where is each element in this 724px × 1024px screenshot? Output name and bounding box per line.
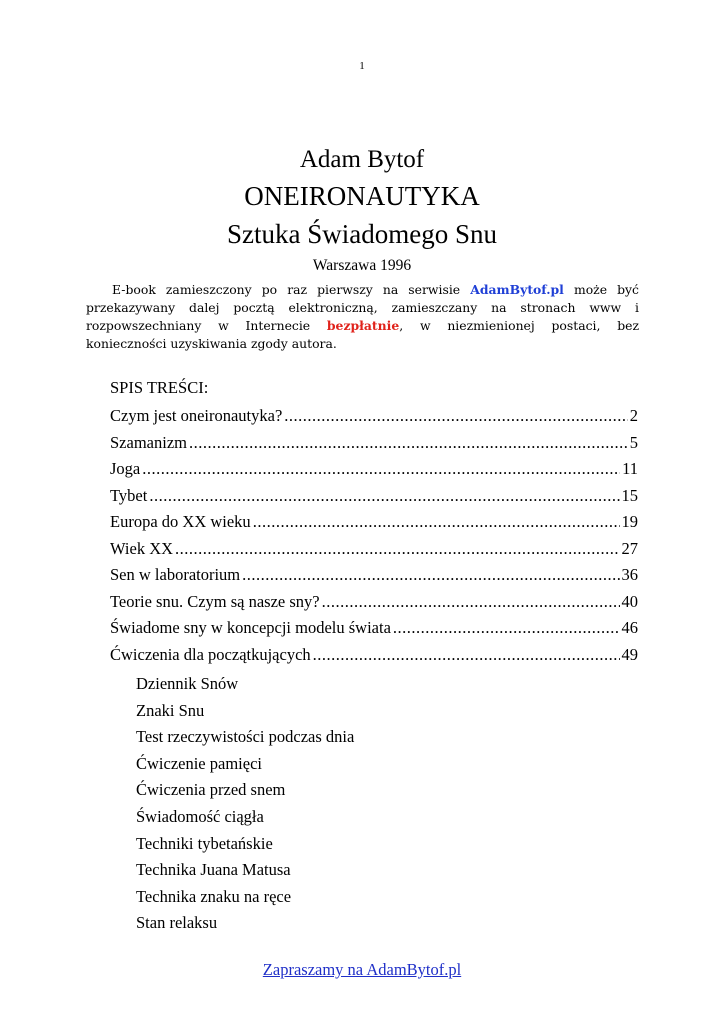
toc-leader-dots: [242, 565, 619, 585]
toc-entry[interactable]: [110, 459, 638, 486]
notice-line-2: przekazywany dalej pocztą elektroniczną, zamieszczany na stronach www i: [86, 300, 639, 315]
toc-heading: SPIS TREŚCI:: [110, 378, 209, 397]
toc-entry[interactable]: [110, 512, 638, 539]
toc-entry-page: 15: [621, 485, 638, 505]
toc-sub-entry[interactable]: Technika Juana Matusa: [136, 860, 291, 880]
toc-entry[interactable]: [110, 618, 638, 645]
toc-leader-dots: [142, 459, 620, 479]
page-number: 1: [359, 60, 365, 72]
notice-text: E-book zamieszczony po raz pierwszy na serwisie: [112, 282, 471, 297]
distribution-notice: [86, 281, 639, 353]
toc-entry-label: Czym jest oneironautyka?: [110, 406, 283, 425]
toc-sub-entry[interactable]: Techniki tybetańskie: [136, 833, 273, 853]
toc-entry-label: Sen w laboratorium: [110, 565, 241, 584]
toc-entry-page: 27: [621, 538, 638, 558]
notice-text: rozpowszechniany w Internecie: [86, 318, 327, 333]
toc-entry-page: 36: [621, 565, 638, 584]
toc-entry-page: 11: [622, 459, 638, 478]
toc-entry-label: Tybet: [110, 485, 148, 505]
toc-sub-entry[interactable]: Technika znaku na ręce: [136, 886, 292, 906]
toc-entry[interactable]: [110, 406, 638, 433]
toc-entry[interactable]: [110, 486, 638, 513]
toc-entry-label: Świadome sny w koncepcji modelu świata: [110, 618, 391, 637]
toc-sub-entry[interactable]: Ćwiczenie pamięci: [136, 753, 262, 773]
toc-entries: [110, 406, 638, 671]
toc-entry[interactable]: [110, 592, 638, 619]
toc-leader-dots: [393, 618, 620, 638]
book-subtitle: Sztuka Świadomego Snu: [227, 219, 497, 249]
toc-sub-entry[interactable]: Test rzeczywistości podczas dnia: [136, 727, 355, 747]
footer: [0, 960, 724, 980]
brand-link[interactable]: AdamBytof.pl: [470, 282, 564, 297]
toc-sub-entry[interactable]: Ćwiczenia przed snem: [136, 780, 286, 800]
toc-entry-label: Joga: [110, 459, 141, 478]
toc-entry-label: Ćwiczenia dla początkujących: [110, 644, 311, 664]
toc-entry-page: 19: [621, 512, 638, 531]
toc-leader-dots: [284, 406, 627, 426]
toc-entry-page: 49: [621, 644, 638, 664]
toc-entry-page: 2: [629, 406, 638, 425]
notice-line-1: [86, 281, 639, 299]
table-of-contents: [110, 378, 638, 937]
toc-leader-dots: [175, 539, 619, 559]
toc-entry-label: Teorie snu. Czym są nasze sny?: [110, 591, 320, 611]
toc-entry-page: 46: [621, 618, 638, 637]
toc-entry-label: Szamanizm: [110, 432, 187, 452]
notice-line-4: konieczności uzyskiwania zgody autora.: [86, 336, 337, 351]
free-word: bezpłatnie: [326, 318, 400, 333]
place-year: Warszawa 1996: [312, 257, 412, 274]
toc-entry[interactable]: [110, 565, 638, 592]
toc-sub-entries: [110, 671, 638, 937]
toc-entry[interactable]: [110, 539, 638, 566]
book-title: ONEIRONAUTYKA: [244, 181, 480, 211]
toc-entry-label: Wiek XX: [110, 538, 174, 558]
toc-leader-dots: [313, 645, 620, 665]
toc-sub-entry[interactable]: Świadomość ciągła: [136, 806, 264, 826]
toc-entry[interactable]: [110, 645, 638, 672]
toc-leader-dots: [149, 486, 619, 506]
toc-leader-dots: [189, 433, 628, 453]
toc-sub-entry[interactable]: Znaki Snu: [136, 700, 205, 720]
toc-sub-entry[interactable]: Stan relaksu: [136, 913, 218, 933]
toc-entry-label: Europa do XX wieku: [110, 512, 251, 531]
notice-text: może być: [563, 282, 639, 297]
notice-text: , w niezmienionej postaci, bez: [399, 318, 639, 333]
toc-entry[interactable]: [110, 433, 638, 460]
toc-entry-page: 40: [621, 591, 638, 611]
footer-link[interactable]: Zapraszamy na AdamBytof.pl: [262, 960, 462, 979]
toc-leader-dots: [253, 512, 620, 532]
toc-entry-page: 5: [629, 432, 638, 452]
toc-leader-dots: [322, 592, 620, 612]
notice-line-3: [86, 317, 639, 335]
toc-sub-entry[interactable]: Dziennik Snów: [136, 674, 239, 693]
author-name: Adam Bytof: [299, 146, 425, 173]
